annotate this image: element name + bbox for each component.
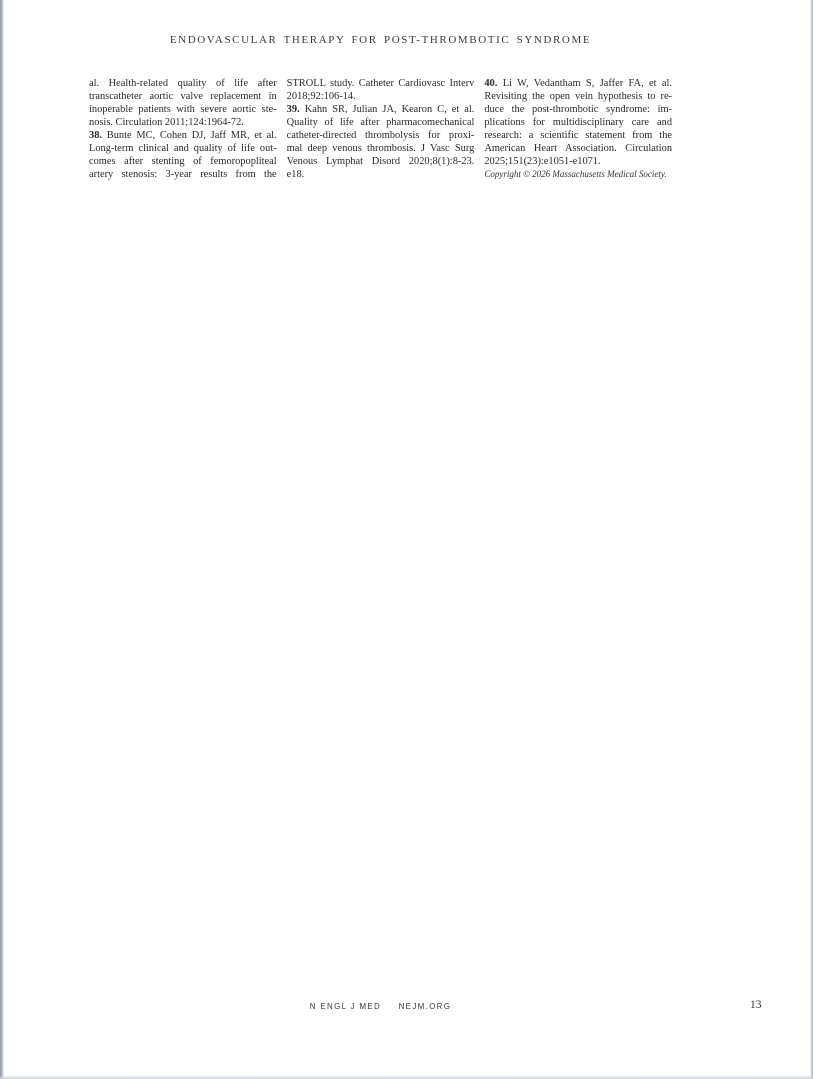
reference-line: nosis. Circulation 2011;124:1964-72. (89, 117, 244, 128)
reference-line-numbered: 40. Li W, Vedantham S, Jaffer FA, et al. (484, 78, 673, 89)
reference-line: e18. (286, 169, 305, 180)
reference-number: 38. (89, 130, 102, 141)
reference-line: duce the post-thrombotic syndrome: im- (484, 104, 673, 115)
reference-line: Venous Lymphat Disord 2020;8(1):8-23. (286, 156, 475, 167)
running-title: ENDOVASCULAR THERAPY FOR POST-THROMBOTIC SYNDROME (169, 34, 592, 46)
reference-column-1 (89, 77, 277, 181)
page-scan-edge-bottom (0, 1075, 813, 1079)
reference-line: American Heart Association. Circulation (484, 143, 673, 154)
reference-line: mal deep venous thrombosis. J Vasc Surg (286, 143, 475, 154)
reference-line: inoperable patients with severe aortic ste- (89, 104, 277, 115)
reference-line-numbered: 38. Bunte MC, Cohen DJ, Jaff MR, et al. (89, 130, 277, 141)
reference-number: 40. (484, 78, 498, 89)
reference-line: 2025;151(23):e1051-e1071. (484, 156, 601, 167)
page-footer (89, 1002, 672, 1011)
reference-line: research: a scientific statement from the (484, 130, 673, 141)
footer-site-url: NEJM.ORG (398, 1002, 452, 1011)
reference-line: Long-term clinical and quality of life out- (89, 143, 277, 154)
reference-line: Quality of life after pharmacomechanical (286, 117, 475, 128)
reference-line: comes after stenting of femoropopliteal (89, 156, 277, 167)
reference-column-2 (287, 77, 475, 181)
reference-line: catheter-directed thrombolysis for proxi- (286, 130, 475, 141)
reference-line: transcatheter aortic valve replacement in (89, 91, 277, 102)
references-section (89, 77, 672, 181)
footer-journal-name: N ENGL J MED (309, 1002, 382, 1011)
reference-line: plications for multidisciplinary care and (484, 117, 673, 128)
page-scan-edge-left (0, 0, 4, 1079)
reference-number: 39. (286, 104, 300, 115)
reference-line: artery stenosis: 3-year results from the (89, 169, 277, 180)
reference-line: al. Health-related quality of life after (89, 78, 277, 89)
reference-line: Copyright © 2026 Massachusetts Medical Society. (484, 169, 667, 179)
reference-column-3 (484, 77, 672, 181)
reference-line: 2018;92:106-14. (286, 91, 356, 102)
reference-line-numbered: 39. Kahn SR, Julian JA, Kearon C, et al. (286, 104, 475, 115)
page-number: 13 (750, 999, 762, 1011)
reference-line: STROLL study. Catheter Cardiovasc Interv (286, 78, 475, 89)
reference-line: Revisiting the open vein hypothesis to re- (484, 91, 673, 102)
